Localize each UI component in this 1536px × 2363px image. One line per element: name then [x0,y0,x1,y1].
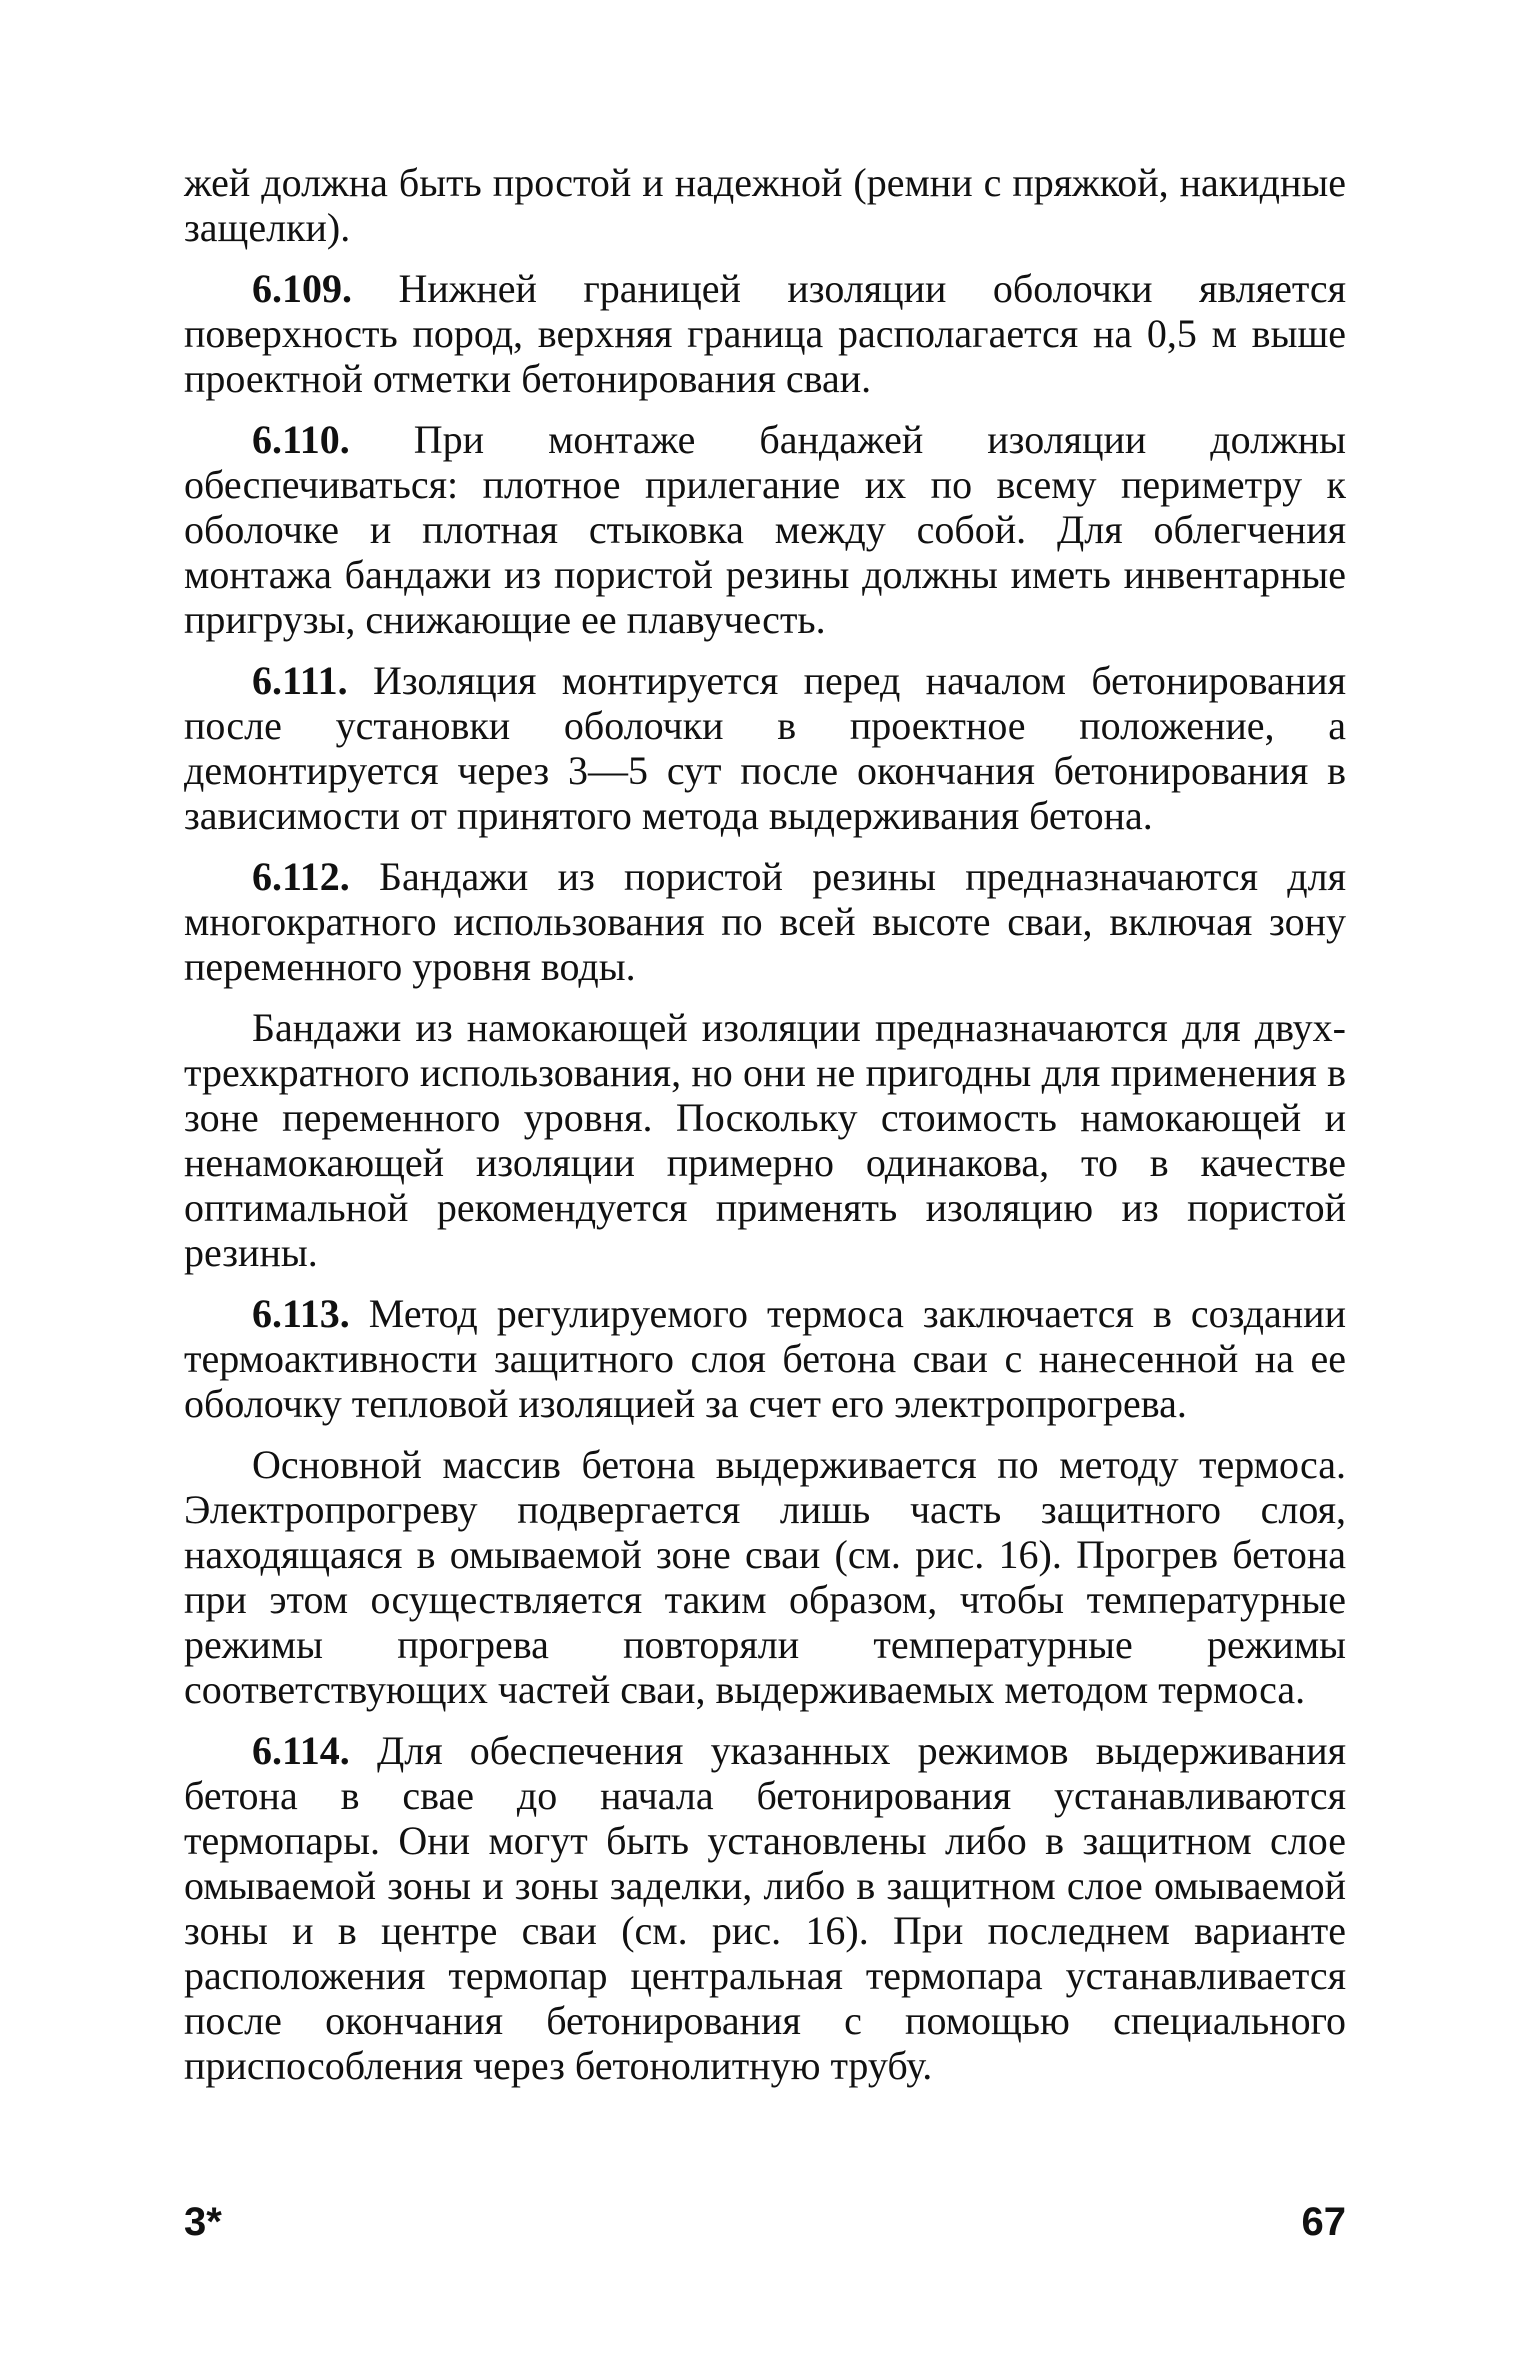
paragraph-text: Нижней границей изоляции оболочки является поверхность пород, верхняя граница располагается на 0,5 м выше проектной отметки бетонирования сваи. [184,266,1346,401]
paragraph-bandages [184,1005,1346,1275]
paragraph-number: 6.109. [252,266,352,311]
paragraph-number: 6.114. [252,1728,350,1773]
paragraph-number: 6.111. [252,658,348,703]
paragraph-text: Для обеспечения указанных режимов выдерживания бетона в свае до начала бетонирования устанавливаются термопары. Они могут быть установлены либо в защитном слое омываемой зоны и зоны заделки, либо в защитном слое омываемой зоны и в центре сваи (см. рис. 16). При последнем варианте расположения термопар центральная термопара устанавливается после окончания бетонирования с помощью специального приспособления через бетонолитную трубу. [184,1728,1346,2088]
page-number: 67 [1301,2200,1346,2244]
paragraph-thermos [184,1442,1346,1712]
paragraph-6-114 [184,1728,1346,2088]
paragraph-6-110 [184,417,1346,642]
paragraph-text: Основной массив бетона выдерживается по методу термоса. Электропрогреву подвергается лишь часть защитного слоя, находящаяся в омываемой зоне сваи (см. рис. 16). Прогрев бетона при этом осуществляется таким образом, чтобы температурные режимы прогрева повторяли температурные режимы соответствующих частей сваи, выдерживаемых методом термоса. [184,1442,1346,1712]
signature-mark: 3* [184,2200,222,2244]
paragraph-number: 6.113. [252,1291,350,1336]
paragraph-6-111 [184,658,1346,838]
paragraph-text: Бандажи из пористой резины предназначаются для многократного использования по всей высоте сваи, включая зону переменного уровня воды. [184,854,1346,989]
page-body [184,160,1346,2104]
paragraph-text: Изоляция монтируется перед началом бетонирования после установки оболочки в проектное положение, а демонтируется через 3—5 сут после окончания бетонирования в зависимости от принятого метода выдерживания бетона. [184,658,1346,838]
paragraph-text: Бандажи из намокающей изоляции предназначаются для двух-трехкратного использования, но они не пригодны для применения в зоне переменного уровня. Поскольку стоимость намокающей и ненамокающей изоляции примерно одинакова, то в качестве оптимальной рекомендуется применять изоляцию из пористой резины. [184,1005,1346,1275]
paragraph-6-112 [184,854,1346,989]
paragraph-number: 6.112. [252,854,350,899]
page-footer [184,2200,1346,2260]
paragraph-number: 6.110. [252,417,350,462]
paragraph-text: Метод регулируемого термоса заключается в создании термоактивности защитного слоя бетона сваи с нанесенной на ее оболочку тепловой изоляцией за счет его электропрогрева. [184,1291,1346,1426]
paragraph-text: При монтаже бандажей изоляции должны обеспечиваться: плотное прилегание их по всему периметру к оболочке и плотная стыковка между собой. Для облегчения монтажа бандажи из пористой резины должны иметь инвентарные пригрузы, снижающие ее плавучесть. [184,417,1346,642]
paragraph-6-109 [184,266,1346,401]
paragraph-continuation: жей должна быть простой и надежной (ремни с пряжкой, накидные защелки). [184,160,1346,250]
paragraph-6-113 [184,1291,1346,1426]
